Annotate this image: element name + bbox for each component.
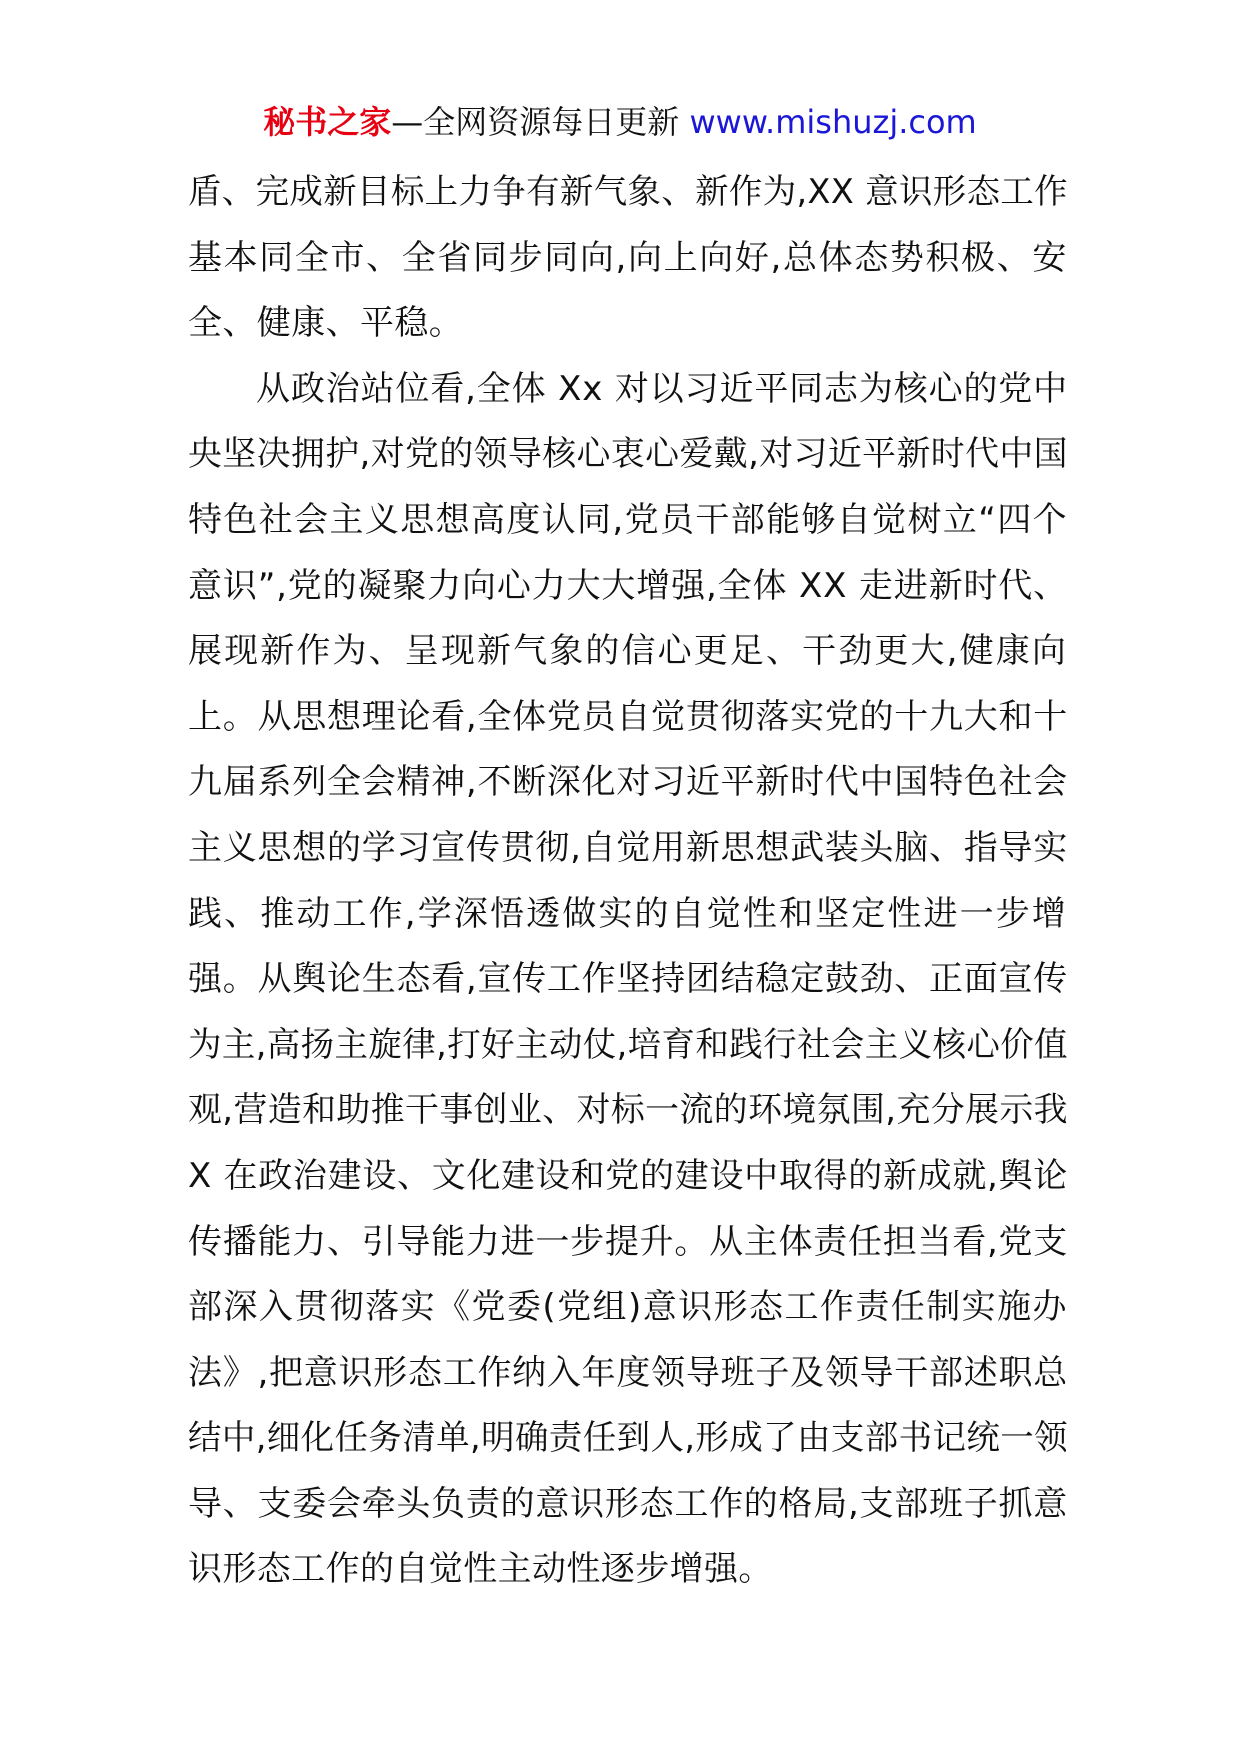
- text-line: 识形态工作的自觉性主动性逐步增强。: [188, 1549, 773, 1590]
- text-line: 观,营造和助推干事创业、对标一流的环境氛围,充分展示我: [188, 1090, 1068, 1131]
- text-line: 为主,高扬主旋律,打好主动仗,培育和践行社会主义核心价值: [188, 1024, 1068, 1065]
- text-line: 强。从舆论生态看,宣传工作坚持团结稳定鼓劲、正面宣传: [188, 959, 1068, 1000]
- text-line: 展现新作为、呈现新气象的信心更足、干劲更大,健康向: [188, 631, 1068, 672]
- text-line: 践、推动工作,学深悟透做实的自觉性和坚定性进一步增: [188, 893, 1068, 934]
- text-line: 传播能力、引导能力进一步提升。从主体责任担当看,党支: [188, 1221, 1068, 1262]
- page-header: [0, 100, 1240, 144]
- site-brand: 秘书之家: [263, 103, 392, 141]
- text-line: 基本同全市、全省同步同向,向上向好,总体态势积极、安: [188, 237, 1068, 278]
- text-line: 特色社会主义思想高度认同,党员干部能够自觉树立“四个: [188, 499, 1068, 540]
- text-line: 上。从思想理论看,全体党员自觉贯彻落实党的十九大和十: [188, 696, 1068, 737]
- text-line: X 在政治建设、文化建设和党的建设中取得的新成就,舆论: [188, 1155, 1068, 1196]
- text-line: 全、健康、平稳。: [188, 303, 464, 344]
- text-line: 从政治站位看,全体 Xx 对以习近平同志为核心的党中: [256, 368, 1068, 409]
- text-line: 主义思想的学习宣传贯彻,自觉用新思想武装头脑、指导实: [188, 827, 1068, 868]
- text-line: 导、支委会牵头负责的意识形态工作的格局,支部班子抓意: [188, 1483, 1068, 1524]
- text-line: 结中,细化任务清单,明确责任到人,形成了由支部书记统一领: [188, 1418, 1068, 1459]
- text-line: 九届系列全会精神,不断深化对习近平新时代中国特色社会: [188, 762, 1068, 803]
- text-line: 法》,把意识形态工作纳入年度领导班子及领导干部述职总: [188, 1352, 1068, 1393]
- text-line: 央坚决拥护,对党的领导核心衷心爱戴,对习近平新时代中国: [188, 434, 1068, 475]
- document-body: [188, 160, 1068, 1603]
- text-line: 意识”,党的凝聚力向心力大大增强,全体 XX 走进新时代、: [188, 565, 1068, 606]
- site-url-link[interactable]: www.mishuzj.com: [689, 103, 977, 141]
- text-line: 部深入贯彻落实《党委(党组)意识形态工作责任制实施办: [188, 1287, 1068, 1328]
- site-tagline: —全网资源每日更新: [391, 103, 690, 141]
- text-line: 盾、完成新目标上力争有新气象、新作为,XX 意识形态工作: [188, 172, 1068, 212]
